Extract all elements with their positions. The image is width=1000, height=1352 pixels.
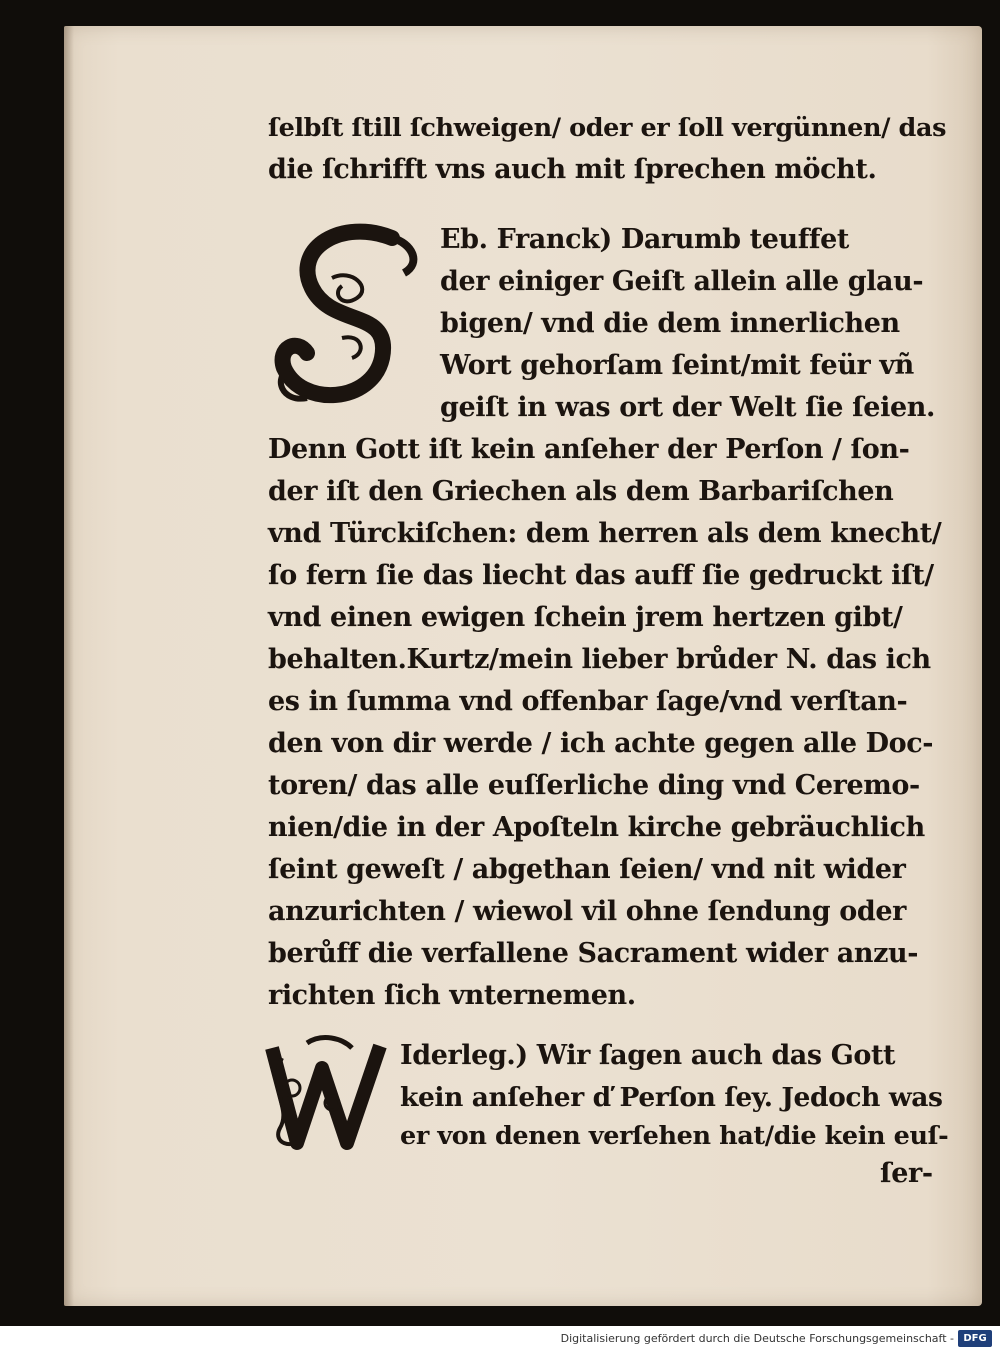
text-line: Denn Gott iſt kein anſeher der Perſon / ſon- — [268, 434, 910, 465]
text-line: Eb. Franck) Darumb teuffet — [440, 224, 849, 255]
footer-bar — [0, 1326, 1000, 1352]
text-line: behalten.Kurtz/mein lieber brůder N. das ich — [268, 644, 931, 675]
dfg-logo: DFG — [958, 1330, 992, 1347]
text-line: die ſchrifft vns auch mit ſprechen möcht. — [268, 154, 877, 185]
page-gutter-shadow — [64, 26, 74, 1306]
text-line: anzurichten / wiewol vil ohne ſendung oder — [268, 896, 906, 927]
text-line: nien/die in der Apoſteln kirche gebräuchlich — [268, 812, 925, 843]
text-line: der iſt den Griechen als dem Barbariſchen — [268, 476, 894, 507]
decorated-initial-s — [272, 218, 432, 414]
funding-credit: Digitalisierung gefördert durch die Deutsche Forschungsgemeinschaft - — [560, 1332, 954, 1345]
text-line: er von denen verſehen hat/die kein euſ- — [400, 1121, 949, 1151]
decorated-initial-w — [262, 1028, 392, 1156]
text-line: Wort gehorſam ſeint/mit feür vñ — [440, 350, 914, 381]
text-line: den von dir werde / ich achte gegen alle Doc- — [268, 728, 934, 759]
text-line: vnd Türckiſchen: dem herren als dem knecht/ — [268, 518, 942, 549]
text-line: ſo fern ſie das liecht das auff ſie gedruckt iſt/ — [268, 560, 934, 591]
text-line: Iderleg.) Wir ſagen auch das Gott — [400, 1040, 896, 1071]
text-line: vnd einen ewigen ſchein jrem hertzen gibt/ — [268, 602, 903, 633]
text-line: ſelbſt ſtill ſchweigen/ oder er ſoll vergünnen/ das — [268, 113, 947, 143]
text-line: es in ſumma vnd offenbar ſage/vnd verſtan- — [268, 686, 908, 717]
catchword: ſer- — [880, 1158, 933, 1189]
text-line: toren/ das alle euſſerliche ding vnd Ceremo- — [268, 770, 920, 801]
text-line: berůff die verfallene Sacrament wider anzu- — [268, 938, 919, 969]
text-line: der einiger Geiſt allein alle glau- — [440, 266, 924, 297]
text-line: richten ſich vnternemen. — [268, 980, 636, 1011]
text-line: geiſt in was ort der Welt ſie ſeien. — [440, 392, 935, 423]
text-line: kein anſeher ď Perſon ſey. Jedoch was — [400, 1082, 943, 1113]
text-line: bigen/ vnd die dem innerlichen — [440, 308, 900, 339]
text-line: ſeint geweſt / abgethan ſeien/ vnd nit wider — [268, 854, 906, 885]
